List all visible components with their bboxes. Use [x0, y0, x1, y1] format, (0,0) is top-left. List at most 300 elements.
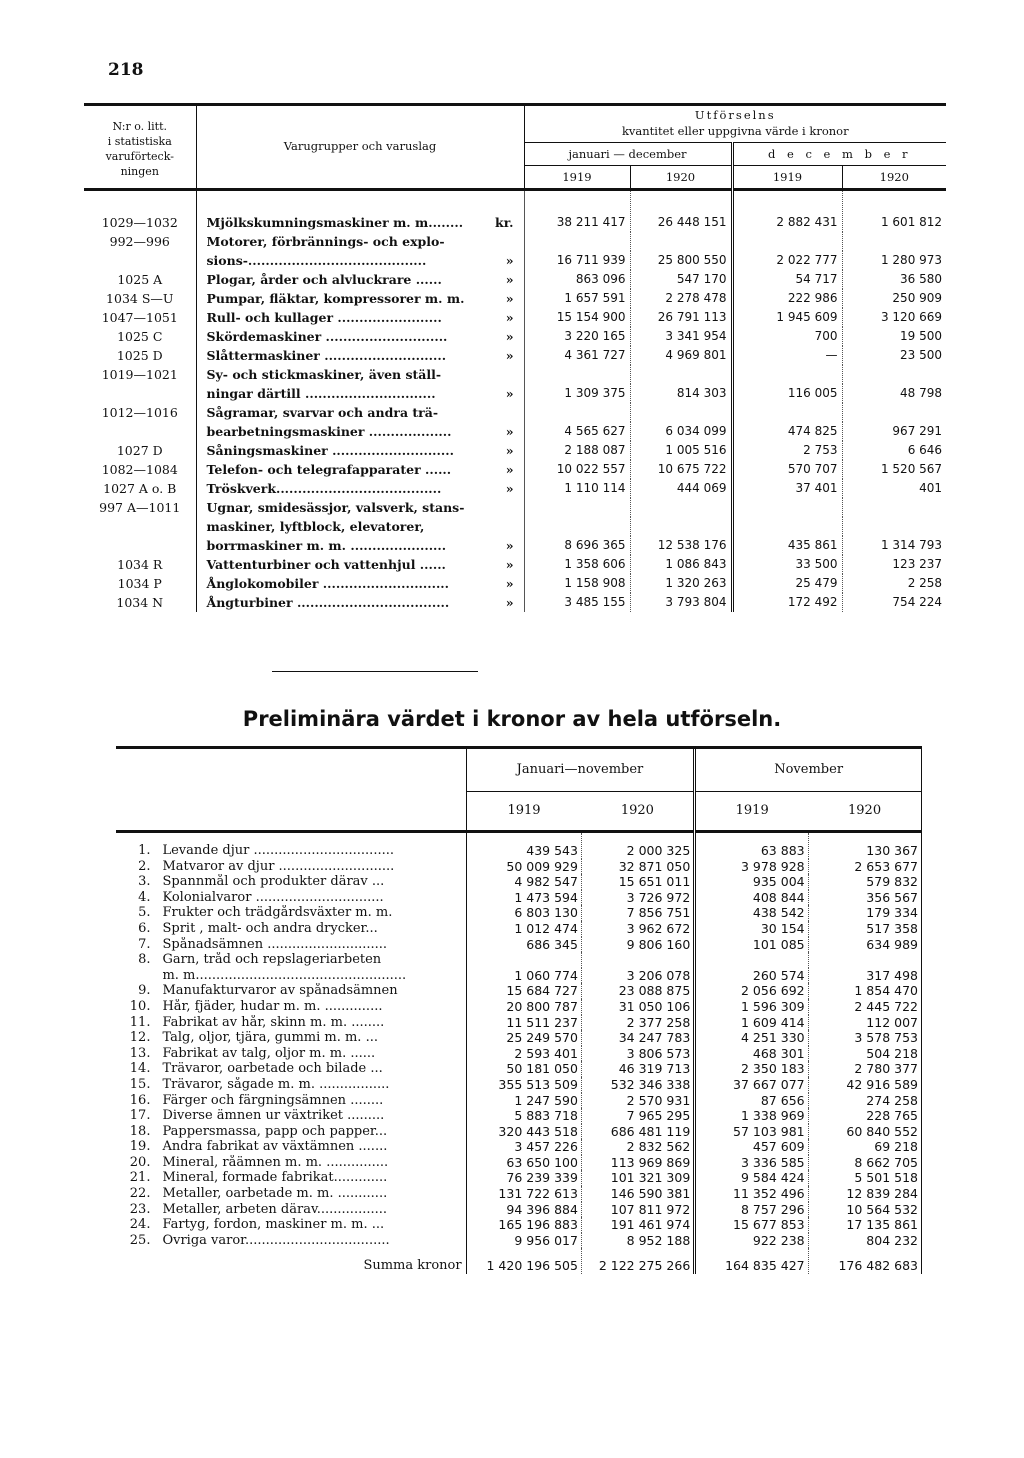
row-value: 3 962 672: [581, 921, 694, 937]
row-value: 570 707: [732, 460, 842, 479]
row-code: 1034 P: [84, 574, 196, 593]
row-value: 30 154: [760, 920, 805, 936]
header-main-title: Utförselns: [694, 108, 776, 122]
row-name: [196, 365, 524, 384]
row-code: 1034 N: [84, 593, 196, 612]
row-value: 3 485 155: [524, 593, 630, 612]
row-value: 165 196 883: [466, 1217, 581, 1233]
row-code: 992—996: [84, 232, 196, 251]
table-row: [116, 1046, 922, 1062]
row-label: Trävaror, oarbetade och bilade ...: [162, 1061, 383, 1077]
header-year: 1920: [808, 792, 921, 832]
row-name-text: Skördemaskiner ............................: [206, 329, 448, 344]
row-value: 23 088 875: [581, 983, 694, 999]
row-value: 4 251 330: [740, 1030, 805, 1046]
row-value: [524, 403, 630, 422]
row-value: 1 110 114: [524, 479, 630, 498]
row-name-text: Slåttermaskiner ............................: [206, 348, 447, 363]
row-value: 131 722 613: [466, 1186, 581, 1202]
row-code: 1082—1084: [84, 460, 196, 479]
row-value: 532 346 338: [581, 1077, 694, 1093]
table-row: [84, 479, 946, 498]
row-number: 11.: [129, 1014, 151, 1030]
row-value: 1 473 594: [466, 890, 581, 906]
row-label: Pappersmassa, papp och papper...: [162, 1123, 388, 1139]
header-main-sub: kvantitet eller uppgivna värde i kronor: [621, 124, 849, 138]
total-row: [116, 1248, 922, 1274]
row-value: 579 832: [808, 874, 921, 890]
row-name: [196, 498, 524, 517]
row-number: 15.: [129, 1076, 151, 1092]
row-value: [842, 517, 946, 536]
row-name-text: Telefon- och telegrafapparater ......: [206, 462, 452, 477]
row-value: 1 358 606: [524, 555, 630, 574]
table-row: [84, 308, 946, 327]
row-name: [196, 460, 524, 479]
table-row: [116, 1077, 922, 1093]
row-value: [630, 232, 732, 251]
table-row: [84, 555, 946, 574]
row-value: 15 651 011: [581, 874, 694, 890]
header-code-line: N:r o. litt.: [112, 120, 167, 133]
row-unit: »: [505, 386, 514, 401]
row-number: 10.: [129, 998, 151, 1014]
row-name-text: Rull- och kullager ........................: [206, 310, 442, 325]
row-value: 5 501 518: [808, 1170, 921, 1186]
row-unit: »: [505, 443, 514, 458]
row-code: [84, 536, 196, 555]
row-value: 34 247 783: [581, 1030, 694, 1046]
table-row: [116, 999, 922, 1015]
row-value: 468 301: [752, 1045, 805, 1061]
row-value: 686 481 119: [581, 1124, 694, 1140]
row-value: 935 004: [752, 874, 805, 890]
row-number: 4.: [138, 889, 151, 905]
row-value: [842, 365, 946, 384]
row-value: 179 334: [808, 905, 921, 921]
row-label: Diverse ämnen ur växtriket .........: [162, 1108, 385, 1124]
row-label: Levande djur ..................................: [162, 843, 394, 858]
header-code-line: varuförteck-: [105, 150, 174, 163]
row-name: [196, 346, 524, 365]
row-value: [630, 365, 732, 384]
row-code: 1025 A: [84, 270, 196, 289]
row-label: Kolonialvaror ...............................: [162, 889, 384, 905]
row-label: Frukter och trädgårdsväxter m. m.: [162, 905, 393, 921]
row-value: 1 854 470: [808, 983, 921, 999]
row-value: 69 218: [808, 1139, 921, 1155]
row-number: 1.: [138, 843, 151, 858]
row-value: [524, 232, 630, 251]
table-row: [116, 1217, 922, 1233]
row-value: 113 969 869: [581, 1155, 694, 1171]
row-value: 20 800 787: [466, 999, 581, 1015]
row-value: 16 711 939: [524, 251, 630, 270]
row-name-text: Ånglokomobiler .............................: [206, 576, 450, 591]
row-name-text: Mjölkskumningsmaskiner m. m........: [206, 215, 464, 230]
row-value: 1 012 474: [466, 921, 581, 937]
table-row: [116, 890, 922, 906]
row-value: 9 806 160: [581, 937, 694, 953]
header-year: 1920: [581, 792, 694, 832]
table-row: [116, 1124, 922, 1140]
row-unit: »: [505, 253, 514, 268]
row-value: 11 511 237: [466, 1015, 581, 1031]
row-name-text: bearbetningsmaskiner ...................: [206, 424, 452, 439]
total-value: 1 420 196 505: [466, 1248, 581, 1274]
row-value: [732, 365, 842, 384]
table-row: [84, 289, 946, 308]
row-value: [524, 517, 630, 536]
row-label: Garn, tråd och repslageriarbeten: [162, 952, 382, 968]
row-value: 967 291: [892, 424, 943, 438]
row-unit: kr.: [495, 215, 514, 230]
row-value: 547 170: [630, 270, 732, 289]
total-export-table: [116, 749, 922, 1274]
row-name: [196, 517, 524, 536]
row-number: [116, 968, 156, 984]
row-number: 21.: [129, 1170, 151, 1186]
row-value: 250 909: [892, 291, 943, 305]
table-row: [84, 422, 946, 441]
row-value: 54 717: [732, 270, 842, 289]
table-row: [116, 1139, 922, 1155]
row-label: Hår, fjäder, hudar m. m. ..............: [162, 998, 383, 1014]
row-value: 31 050 106: [581, 999, 694, 1015]
row-name-text: Tröskverk......................................: [206, 481, 442, 496]
row-number: 9.: [138, 983, 151, 999]
row-value: 4 969 801: [630, 346, 732, 365]
row-value: 504 218: [808, 1046, 921, 1062]
header-year: 1919: [524, 166, 630, 190]
row-value: 2 350 183: [740, 1061, 805, 1077]
row-value: 32 871 050: [581, 859, 694, 875]
row-value: 2 445 722: [808, 999, 921, 1015]
header-period-dec: d e c e m b e r: [732, 143, 946, 166]
row-value: 146 590 381: [581, 1186, 694, 1202]
row-name: [196, 190, 524, 233]
row-value: 439 543: [466, 832, 581, 859]
row-value: 457 609: [752, 1139, 805, 1155]
row-value: 1 314 793: [880, 538, 943, 552]
row-name: [196, 441, 524, 460]
table-row: [116, 1170, 922, 1186]
row-label: Sprit , malt- och andra drycker...: [162, 920, 378, 936]
table-row: [116, 1093, 922, 1109]
row-label: Mineral, formade fabrikat.............: [162, 1170, 388, 1186]
row-number: 13.: [129, 1045, 151, 1061]
table-row: [116, 937, 922, 953]
row-value: 2 570 931: [581, 1093, 694, 1109]
row-value: 356 567: [808, 890, 921, 906]
row-value: 23 500: [900, 348, 943, 362]
row-value: 474 825: [732, 422, 842, 441]
row-value: 8 662 705: [808, 1155, 921, 1171]
row-value: 3 578 753: [808, 1030, 921, 1046]
page-number: 218: [108, 60, 144, 80]
table-row: [84, 232, 946, 251]
row-value: 63 650 100: [466, 1155, 581, 1171]
row-value: 754 224: [892, 595, 943, 609]
row-label: m. m...................................................: [162, 967, 407, 983]
row-code: 1025 D: [84, 346, 196, 365]
row-value: 1 520 567: [880, 462, 943, 476]
row-value: [732, 498, 842, 517]
table-row: [116, 859, 922, 875]
row-value: 2 882 431: [732, 190, 842, 233]
table-row: [84, 498, 946, 517]
row-name-text: Sågramar, svarvar och andra trä-: [206, 405, 439, 420]
total-value: 164 835 427: [725, 1258, 805, 1274]
table-row: [116, 874, 922, 890]
row-name-text: Plogar, årder och alvluckrare ......: [206, 272, 442, 287]
table-row: [116, 1202, 922, 1218]
section-heading: Preliminära värdet i kronor av hela utförseln.: [242, 707, 782, 731]
row-value: 15 684 727: [466, 983, 581, 999]
row-number: 17.: [129, 1108, 151, 1124]
row-unit: »: [505, 595, 514, 610]
row-value: 320 443 518: [466, 1124, 581, 1140]
row-value: 517 358: [808, 921, 921, 937]
row-name: [196, 232, 524, 251]
table-row: [116, 952, 922, 968]
row-value: 814 303: [630, 384, 732, 403]
table-row: [116, 921, 922, 937]
row-value: 10 022 557: [524, 460, 630, 479]
header-year: 1919: [695, 792, 808, 832]
row-value: 2 780 377: [808, 1061, 921, 1077]
row-value: [630, 517, 732, 536]
header-code: [84, 104, 196, 190]
row-value: [466, 952, 581, 968]
row-name-text: Vattenturbiner och vattenhjul ......: [206, 557, 446, 572]
row-label: Mineral, råämnen m. m. ...............: [162, 1154, 389, 1170]
machinery-export-table: [84, 104, 946, 612]
header-year: 1919: [466, 792, 581, 832]
total-label: Summa kronor: [363, 1258, 462, 1274]
row-value: 9 584 424: [740, 1170, 805, 1186]
table2-body: [116, 832, 922, 1275]
row-label: Fabrikat av hår, skinn m. m. ........: [162, 1014, 385, 1030]
row-number: 2.: [138, 858, 151, 874]
row-value: 9 956 017: [466, 1233, 581, 1249]
row-name: [196, 593, 524, 612]
header-year: 1919: [732, 166, 842, 190]
row-value: 3 336 585: [740, 1154, 805, 1170]
row-label: Fabrikat av talg, oljor m. m. ......: [162, 1045, 376, 1061]
row-number: 7.: [138, 936, 151, 952]
row-value: 123 237: [892, 557, 943, 571]
row-value: 1 086 843: [630, 555, 732, 574]
row-value: 10 675 722: [630, 460, 732, 479]
row-code: 1012—1016: [84, 403, 196, 422]
row-value: 1 280 973: [880, 253, 943, 267]
row-value: 1 945 609: [732, 308, 842, 327]
row-label: Trävaror, sågade m. m. .................: [162, 1076, 390, 1092]
row-number: 25.: [129, 1232, 151, 1248]
row-name-text: maskiner, lyftblock, elevatorer,: [206, 519, 425, 534]
row-value: 33 500: [732, 555, 842, 574]
row-code: 1025 C: [84, 327, 196, 346]
row-value: 1 601 812: [880, 215, 943, 229]
row-value: 26 448 151: [630, 190, 732, 233]
row-label: Fartyg, fordon, maskiner m. m. ...: [162, 1217, 385, 1233]
row-value: 3 457 226: [466, 1139, 581, 1155]
row-value: [630, 403, 732, 422]
row-name: [196, 251, 524, 270]
row-value: 1 060 774: [466, 968, 581, 984]
row-value: 3 206 078: [581, 968, 694, 984]
row-value: 8 952 188: [581, 1233, 694, 1249]
row-value: 48 798: [900, 386, 943, 400]
row-value: 15 677 853: [733, 1217, 805, 1233]
table-row: [116, 1155, 922, 1171]
row-name: [196, 536, 524, 555]
row-value: 12 538 176: [630, 536, 732, 555]
row-name-text: ningar därtill ..............................: [206, 386, 436, 401]
table-row: [116, 1015, 922, 1031]
row-code: [84, 384, 196, 403]
row-value: 222 986: [732, 289, 842, 308]
table-row: [116, 1030, 922, 1046]
row-value: 3 793 804: [630, 593, 732, 612]
row-value: 7 965 295: [581, 1108, 694, 1124]
row-value: 63 883: [760, 843, 805, 858]
row-value: 46 319 713: [581, 1061, 694, 1077]
row-value: 101 321 309: [581, 1170, 694, 1186]
row-value: 804 232: [808, 1233, 921, 1249]
row-name: [196, 289, 524, 308]
row-unit: »: [505, 424, 514, 439]
table-row: [84, 190, 946, 233]
row-value: —: [732, 346, 842, 365]
row-value: 922 238: [752, 1232, 805, 1248]
row-value: 112 007: [808, 1015, 921, 1031]
row-number: 24.: [129, 1217, 151, 1233]
row-value: 1 596 309: [740, 998, 805, 1014]
row-value: 38 211 417: [524, 190, 630, 233]
row-value: 2 653 677: [808, 859, 921, 875]
row-value: 6 803 130: [466, 905, 581, 921]
row-unit: »: [505, 576, 514, 591]
table-row: [84, 574, 946, 593]
row-value: 19 500: [900, 329, 943, 343]
row-label: Metaller, oarbetade m. m. ............: [162, 1186, 388, 1202]
table1-body: [84, 190, 946, 613]
row-value: 863 096: [524, 270, 630, 289]
row-value: 76 239 339: [466, 1170, 581, 1186]
row-number: 14.: [129, 1061, 151, 1077]
row-code: 1027 A o. B: [84, 479, 196, 498]
row-value: 355 513 509: [466, 1077, 581, 1093]
row-number: 5.: [138, 905, 151, 921]
row-name: [196, 555, 524, 574]
row-value: 36 580: [900, 272, 943, 286]
total-value: 176 482 683: [808, 1248, 921, 1274]
row-value: 274 258: [808, 1093, 921, 1109]
row-value: 408 844: [752, 889, 805, 905]
row-value: [842, 498, 946, 517]
row-unit: »: [505, 557, 514, 572]
row-name-text: Sy- och stickmaskiner, även ställ-: [206, 367, 442, 382]
row-number: 22.: [129, 1186, 151, 1202]
row-value: 1 338 969: [740, 1108, 805, 1124]
table-row: [84, 346, 946, 365]
row-value: 4 982 547: [466, 874, 581, 890]
total-value: 2 122 275 266: [581, 1248, 694, 1274]
row-value: 50 009 929: [466, 859, 581, 875]
header-name: Varugrupper och varuslag: [196, 104, 524, 190]
row-name-text: sions-.........................................: [206, 253, 427, 268]
header-period-jan-dec: januari — december: [524, 143, 732, 166]
row-value: 191 461 974: [581, 1217, 694, 1233]
table-row: [84, 384, 946, 403]
row-value: 5 883 718: [466, 1108, 581, 1124]
table1-end-rule: [272, 671, 478, 672]
row-code: 1034 R: [84, 555, 196, 574]
row-value: 2 278 478: [630, 289, 732, 308]
row-value: 401: [919, 481, 943, 495]
row-value: 2 000 325: [581, 832, 694, 859]
row-name-text: Ugnar, smidesässjor, valsverk, stans-: [206, 500, 465, 515]
row-value: 2 593 401: [466, 1046, 581, 1062]
row-value: 12 839 284: [808, 1186, 921, 1202]
header-jan-nov: Januari—november: [466, 749, 695, 792]
row-value: 60 840 552: [808, 1124, 921, 1140]
row-code: 1029—1032: [84, 190, 196, 233]
header-november: November: [695, 749, 922, 792]
table-row: [84, 365, 946, 384]
row-value: 2 056 692: [740, 983, 805, 999]
row-unit: »: [505, 462, 514, 477]
row-name-text: Såningsmaskiner ............................: [206, 443, 454, 458]
row-name: [196, 327, 524, 346]
table-row: [116, 983, 922, 999]
row-value: 2 258: [907, 576, 943, 590]
row-unit: »: [505, 310, 514, 325]
row-value: 1 005 516: [630, 441, 732, 460]
row-value: 8 696 365: [524, 536, 630, 555]
row-value: 11 352 496: [733, 1186, 805, 1202]
row-value: 50 181 050: [466, 1061, 581, 1077]
row-name-text: borrmaskiner m. m. ......................: [206, 538, 447, 553]
row-unit: »: [505, 348, 514, 363]
row-value: 87 656: [760, 1092, 805, 1108]
row-name: [196, 574, 524, 593]
row-value: 7 856 751: [581, 905, 694, 921]
row-value: 37 667 077: [733, 1076, 805, 1092]
row-value: 57 103 981: [733, 1123, 805, 1139]
row-code: 1034 S—U: [84, 289, 196, 308]
row-name: [196, 403, 524, 422]
row-value: 116 005: [732, 384, 842, 403]
row-number: 12.: [129, 1030, 151, 1046]
row-value: 94 396 884: [466, 1202, 581, 1218]
row-value: 3 120 669: [880, 310, 943, 324]
row-value: 3 726 972: [581, 890, 694, 906]
row-value: 25 479: [732, 574, 842, 593]
row-number: 18.: [129, 1123, 151, 1139]
row-number: 3.: [138, 874, 151, 890]
row-value: [695, 952, 808, 968]
row-code: 1019—1021: [84, 365, 196, 384]
table-row: [116, 968, 922, 984]
table-row: [116, 905, 922, 921]
row-unit: »: [505, 272, 514, 287]
row-name: [196, 308, 524, 327]
row-value: 3 341 954: [630, 327, 732, 346]
row-value: 25 249 570: [466, 1030, 581, 1046]
